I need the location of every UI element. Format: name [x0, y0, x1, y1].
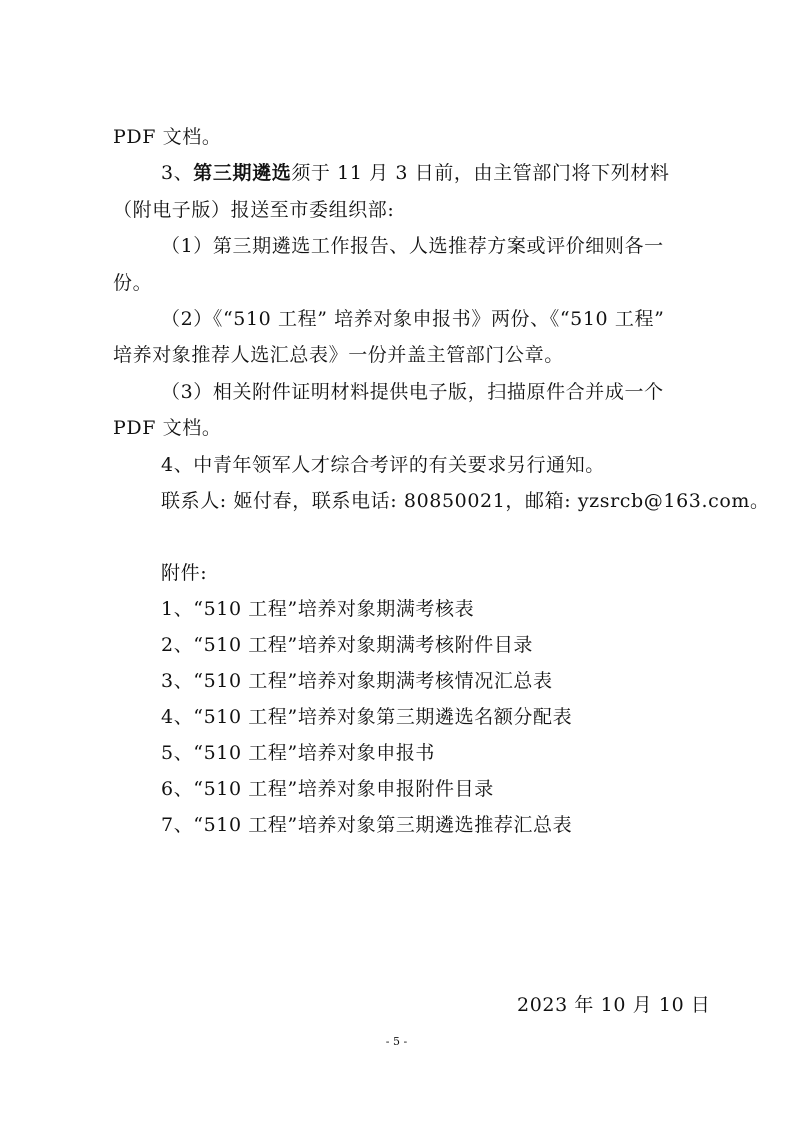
- document-date: 2023 年 10 月 10 日: [517, 994, 711, 1016]
- attachment-item: 4、“510 工程”培养对象第三期遴选名额分配表: [161, 706, 573, 728]
- item-2-line-1: （2）《“510 工程” 培养对象申报书》两份、《“510 工程”: [161, 308, 665, 330]
- page-number: - 5 -: [385, 1035, 408, 1048]
- attachments-heading: 附件:: [161, 562, 208, 584]
- attachment-item: 2、“510 工程”培养对象期满考核附件目录: [161, 634, 534, 656]
- paragraph-3-number: 3、: [161, 162, 194, 184]
- attachment-item: 7、“510 工程”培养对象第三期遴选推荐汇总表: [161, 814, 573, 836]
- item-3-line-2: PDF 文档。: [113, 417, 222, 439]
- item-1-line-1: （1）第三期遴选工作报告、人选推荐方案或评价细则各一: [161, 235, 664, 257]
- paragraph-3-text: 须于 11 月 3 日前，由主管部门将下列材料: [291, 162, 670, 184]
- contact-line: 联系人: 姬付春，联系电话: 80850021，邮箱: yzsrcb@163.com。: [161, 490, 770, 512]
- paragraph-3-line-2: （附电子版）报送至市委组织部:: [113, 199, 395, 221]
- paragraph-4: 4、中青年领军人才综合考评的有关要求另行通知。: [161, 454, 605, 476]
- paragraph-3-bold-phrase: 第三期遴选: [193, 162, 292, 184]
- item-1-line-2: 份。: [113, 272, 153, 294]
- paragraph-3-line-1: [161, 160, 670, 186]
- attachment-item: 3、“510 工程”培养对象期满考核情况汇总表: [161, 670, 553, 692]
- attachment-item: 1、“510 工程”培养对象期满考核表: [161, 598, 475, 620]
- item-3-line-1: （3）相关附件证明材料提供电子版，扫描原件合并成一个: [161, 381, 664, 403]
- attachment-item: 6、“510 工程”培养对象申报附件目录: [161, 778, 494, 800]
- item-2-line-2: 培养对象推荐人选汇总表》一份并盖主管部门公章。: [113, 344, 564, 366]
- attachment-item: 5、“510 工程”培养对象申报书: [161, 742, 436, 764]
- paragraph-line: PDF 文档。: [113, 126, 222, 148]
